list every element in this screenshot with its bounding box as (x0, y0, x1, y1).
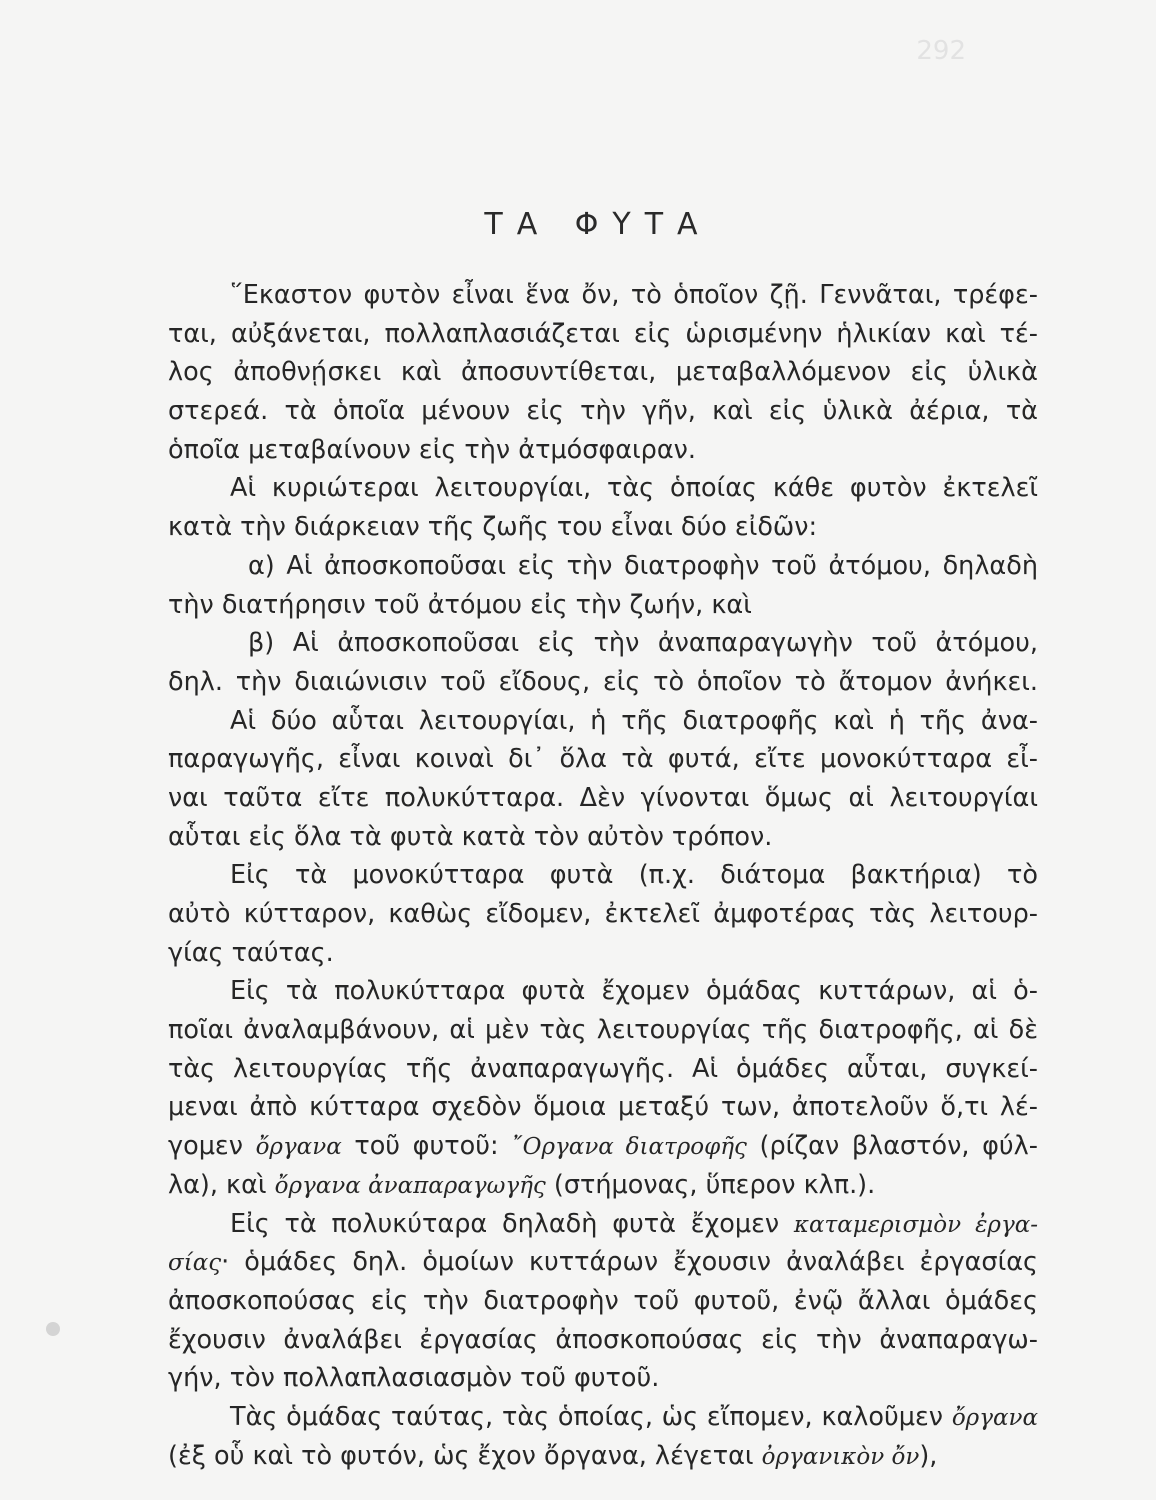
italic-term: ὄργανα ἀναπαραγωγῆς (274, 1172, 546, 1199)
text-line: ἔχουσιν ἀναλάβει ἐργασίας ἀποσκοπούσας εἰς τὴν ἀναπαραγω- (168, 1324, 1038, 1355)
italic-term: σίας (168, 1250, 222, 1277)
italic-term: ῎Οργανα διατροφῆς (511, 1134, 747, 1161)
text-line: Αἱ δύο αὗται λειτουργίαι, ἡ τῆς διατροφῆς καὶ ἡ τῆς ἀνα- (230, 705, 1038, 736)
text-line: σίας· ὁμάδες δηλ. ὁμοίων κυττάρων ἔχουσιν ἀναλάβει ἐργασίας (168, 1247, 1038, 1278)
page-title: ΤΑ ΦΥΤΑ (484, 207, 712, 242)
scan-speck (46, 1322, 60, 1336)
text-line: ποῖαι ἀναλαμβάνουν, αἱ μὲν τὰς λειτουργίας τῆς διατροφῆς, αἱ δὲ (168, 1015, 1038, 1046)
italic-term: ὄργανα (255, 1134, 342, 1161)
italic-term: ὀργανικὸν ὄν (761, 1443, 920, 1470)
text-line: ται, αὐξάνεται, πολλαπλασιάζεται εἰς ὡρισμένην ἡλικίαν καὶ τέ- (168, 318, 1038, 349)
text-line: Αἱ κυριώτεραι λειτουργίαι, τὰς ὁποίας κάθε φυτὸν ἐκτελεῖ (230, 473, 1038, 504)
text-line: ὁποῖα μεταβαίνουν εἰς τὴν ἀτμόσφαιραν. (168, 434, 697, 465)
text-line: στερεά. τὰ ὁποῖα μένουν εἰς τὴν γῆν, καὶ εἰς ὑλικὰ ἀέρια, τὰ (168, 396, 1038, 427)
text-line: γομεν ὄργανα τοῦ φυτοῦ: ῎Οργανα διατροφῆς (ρίζαν βλαστόν, φύλ- (168, 1131, 1038, 1162)
text-line: γήν, τὸν πολλαπλασιασμὸν τοῦ φυτοῦ. (168, 1363, 660, 1394)
text-line: γίας ταύτας. (168, 937, 334, 968)
text-line: (ἐξ οὗ καὶ τὸ φυτόν, ὡς ἔχον ὄργανα, λέγεται ὀργανικὸν ὄν), (168, 1440, 938, 1471)
text-line: ναι ταῦτα εἴτε πολυκύτταρα. Δὲν γίνονται ὅμως αἱ λειτουργίαι (168, 782, 1038, 813)
page-number: 292 (916, 36, 966, 66)
text-line: ἀποσκοπούσας εἰς τὴν διατροφὴν τοῦ φυτοῦ, ἐνῷ ἄλλαι ὁμάδες (168, 1285, 1038, 1316)
text-line: τὴν διατήρησιν τοῦ ἀτόμου εἰς τὴν ζωήν, καὶ (168, 589, 752, 620)
text-line: ῞Εκαστον φυτὸν εἶναι ἕνα ὄν, τὸ ὁποῖον ζῇ. Γεννᾶται, τρέφε- (230, 280, 1038, 310)
text-line: παραγωγῆς, εἶναι κοιναὶ δι᾿ ὅλα τὰ φυτά, εἴτε μονοκύτταρα εἶ- (168, 744, 1038, 775)
text-line: Εἰς τὰ μονοκύτταρα φυτὰ (π.χ. διάτομα βακτήρια) τὸ (230, 860, 1038, 891)
italic-term: ὄργανα (951, 1404, 1038, 1431)
text-line: α) Αἱ ἀποσκοποῦσαι εἰς τὴν διατροφὴν τοῦ ἀτόμου, δηλαδὴ (248, 550, 1038, 581)
text-line: μεναι ἀπὸ κύτταρα σχεδὸν ὅμοια μεταξύ των, ἀποτελοῦν ὅ,τι λέ- (168, 1092, 1038, 1123)
text-line: κατὰ τὴν διάρκειαν τῆς ζωῆς του εἶναι δύο εἰδῶν: (168, 512, 818, 543)
text-line: αὗται εἰς ὅλα τὰ φυτὰ κατὰ τὸν αὐτὸν τρόπον. (168, 821, 773, 852)
text-line: λος ἀποθνῄσκει καὶ ἀποσυντίθεται, μεταβαλλόμενον εἰς ὑλικὰ (168, 357, 1038, 388)
text-line: λα), καὶ ὄργανα ἀναπαραγωγῆς (στήμονας, ὕπερον κλπ.). (168, 1169, 876, 1200)
body-text (168, 276, 1038, 1475)
text-line: Εἰς τὰ πολυκύταρα δηλαδὴ φυτὰ ἔχομεν καταμερισμὸν ἐργα- (230, 1208, 1038, 1239)
text-line: τὰς λειτουργίας τῆς ἀναπαραγωγῆς. Αἱ ὁμάδες αὗται, συγκεί- (168, 1053, 1038, 1084)
italic-term: καταμερισμὸν ἐργα- (793, 1211, 1038, 1238)
text-line: δηλ. τὴν διαιώνισιν τοῦ εἴδους, εἰς τὸ ὁποῖον τὸ ἄτομον ἀνήκει. (168, 666, 1038, 697)
text-line: Εἰς τὰ πολυκύτταρα φυτὰ ἔχομεν ὁμάδας κυττάρων, αἱ ὁ- (230, 976, 1038, 1007)
text-line: αὐτὸ κύτταρον, καθὼς εἴδομεν, ἐκτελεῖ ἀμφοτέρας τὰς λειτουρ- (168, 899, 1038, 929)
text-line: β) Αἱ ἀποσκοποῦσαι εἰς τὴν ἀναπαραγωγὴν τοῦ ἀτόμου, (248, 628, 1038, 659)
text-line: Τὰς ὁμάδας ταύτας, τὰς ὁποίας, ὡς εἴπομεν, καλοῦμεν ὄργανα (230, 1401, 1038, 1432)
